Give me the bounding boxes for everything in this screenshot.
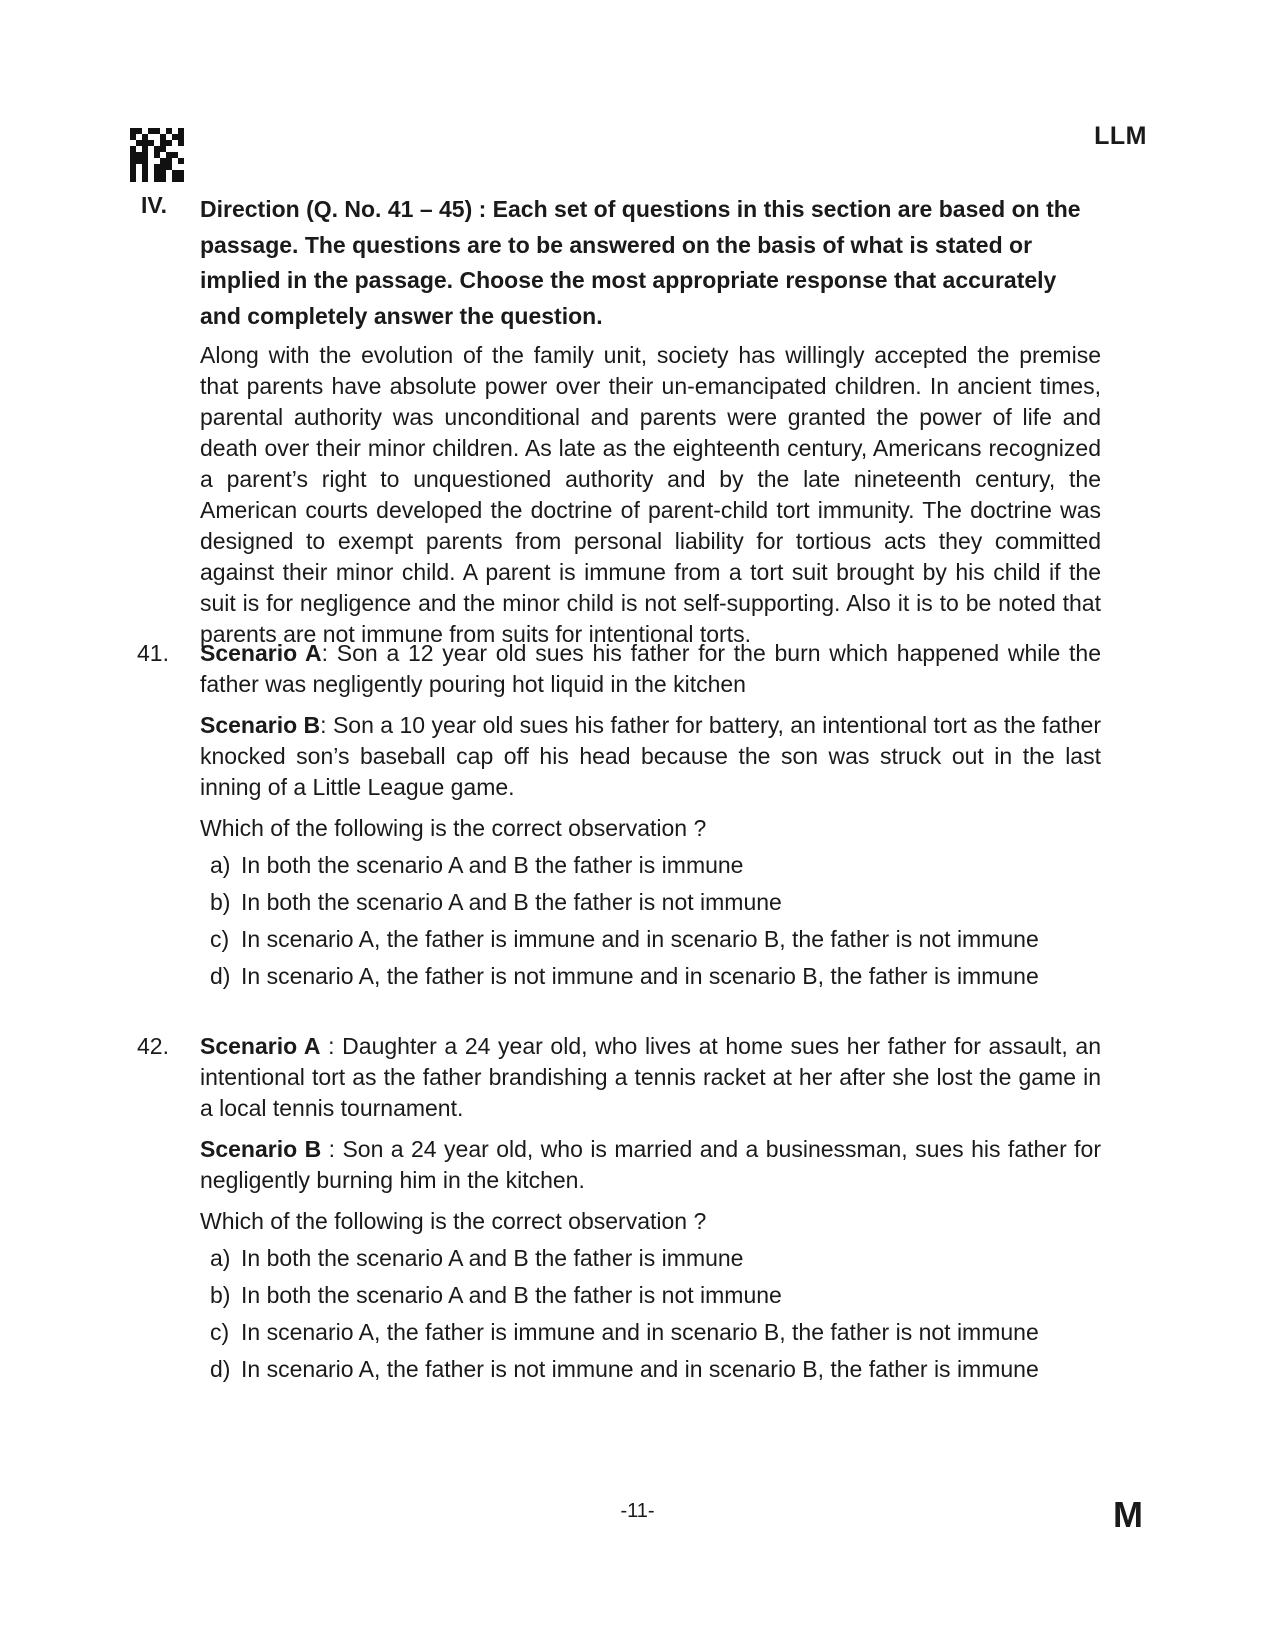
series-code: M [1113,1494,1143,1535]
option-c[interactable] [200,1317,1101,1348]
scenario-b-text: : Son a 24 year old, who is married and a businessman, sues his father for negligently burning him in the kitchen. [200,1136,1102,1193]
question-body [200,638,1101,992]
question-body [200,1031,1101,1385]
direction-text: Direction (Q. No. 41 – 45) : Each set of questions in this section are based on the passage. The questions are to be answered on the basis of what is stated or implied in the passage. Choose the most appropriate response that accurately and completely answer the question. [200,196,1081,329]
scenario-b [200,710,1101,803]
scenario-a-text: : Daughter a 24 year old, who lives at home sues her father for assault, an intentional tort as the father brandishing a tennis racket at her after she lost the game in a local tennis tournament. [200,1033,1101,1121]
option-text: In scenario A, the father is immune and in scenario B, the father is not immune [241,926,1039,952]
option-letter: d) [210,963,231,989]
option-b[interactable] [200,887,1101,918]
booklet-code: LLM [1094,122,1147,150]
option-letter: b) [210,1282,231,1308]
option-d[interactable] [200,1354,1101,1385]
question-41 [137,638,1101,992]
option-b[interactable] [200,1280,1101,1311]
option-letter: b) [210,889,231,915]
page-number: -11- [620,1500,655,1522]
scenario-b-label: Scenario B [200,712,321,738]
option-a[interactable] [200,1243,1101,1274]
option-a[interactable] [200,850,1101,881]
option-text: In both the scenario A and B the father is immune [241,1245,744,1271]
barcode-icon [130,128,184,182]
option-text: In scenario A, the father is immune and in scenario B, the father is not immune [241,1319,1039,1345]
option-text: In scenario A, the father is not immune and in scenario B, the father is immune [241,1356,1039,1382]
section-number: IV. [141,192,168,218]
option-text: In both the scenario A and B the father is not immune [241,889,782,915]
option-d[interactable] [200,961,1101,992]
option-letter: c) [210,926,230,952]
option-text: In scenario A, the father is not immune and in scenario B, the father is immune [241,963,1039,989]
option-text: In both the scenario A and B the father is not immune [241,1282,782,1308]
option-letter: a) [210,1245,231,1271]
scenario-a-text: : Son a 12 year old sues his father for the burn which happened while the father was negligently pouring hot liquid in the kitchen [200,640,1101,697]
passage-text: Along with the evolution of the family unit, society has willingly accepted the premise that parents have absolute power over their un-emancipated children. In ancient times, parental authority was unconditional and parents were granted the power of life and death over their minor children. As late as the eighteenth century, Americans recognized a parent’s right to unquestioned authority and by the late nineteenth century, the American courts developed the doctrine of parent-child tort immunity. The doctrine was designed to exempt parents from personal liability for tortious acts they committed against their minor child. A parent is immune from a tort suit brought by his child if the suit is for negligence and the minor child is not self-supporting. Also it is to be noted that parents are not immune from suits for intentional torts. [200,342,1101,647]
question-number: 42. [137,1033,169,1059]
scenario-a [200,638,1101,700]
section-directions [141,192,1101,650]
scenario-b [200,1134,1101,1196]
scenario-a-label: Scenario A [200,640,322,666]
option-letter: c) [210,1319,230,1345]
question-number: 41. [137,640,169,666]
scenario-a [200,1031,1101,1124]
question-prompt: Which of the following is the correct observation ? [200,1208,707,1234]
option-letter: d) [210,1356,231,1382]
question-42 [137,1031,1101,1385]
option-c[interactable] [200,924,1101,955]
scenario-b-label: Scenario B [200,1136,322,1162]
question-prompt: Which of the following is the correct observation ? [200,815,707,841]
option-letter: a) [210,852,231,878]
scenario-b-text: : Son a 10 year old sues his father for battery, an intentional tort as the father knocked son’s baseball cap off his head because the son was struck out in the last inning of a Little League game. [200,712,1101,800]
option-text: In both the scenario A and B the father is immune [241,852,744,878]
scenario-a-label: Scenario A [200,1033,321,1059]
